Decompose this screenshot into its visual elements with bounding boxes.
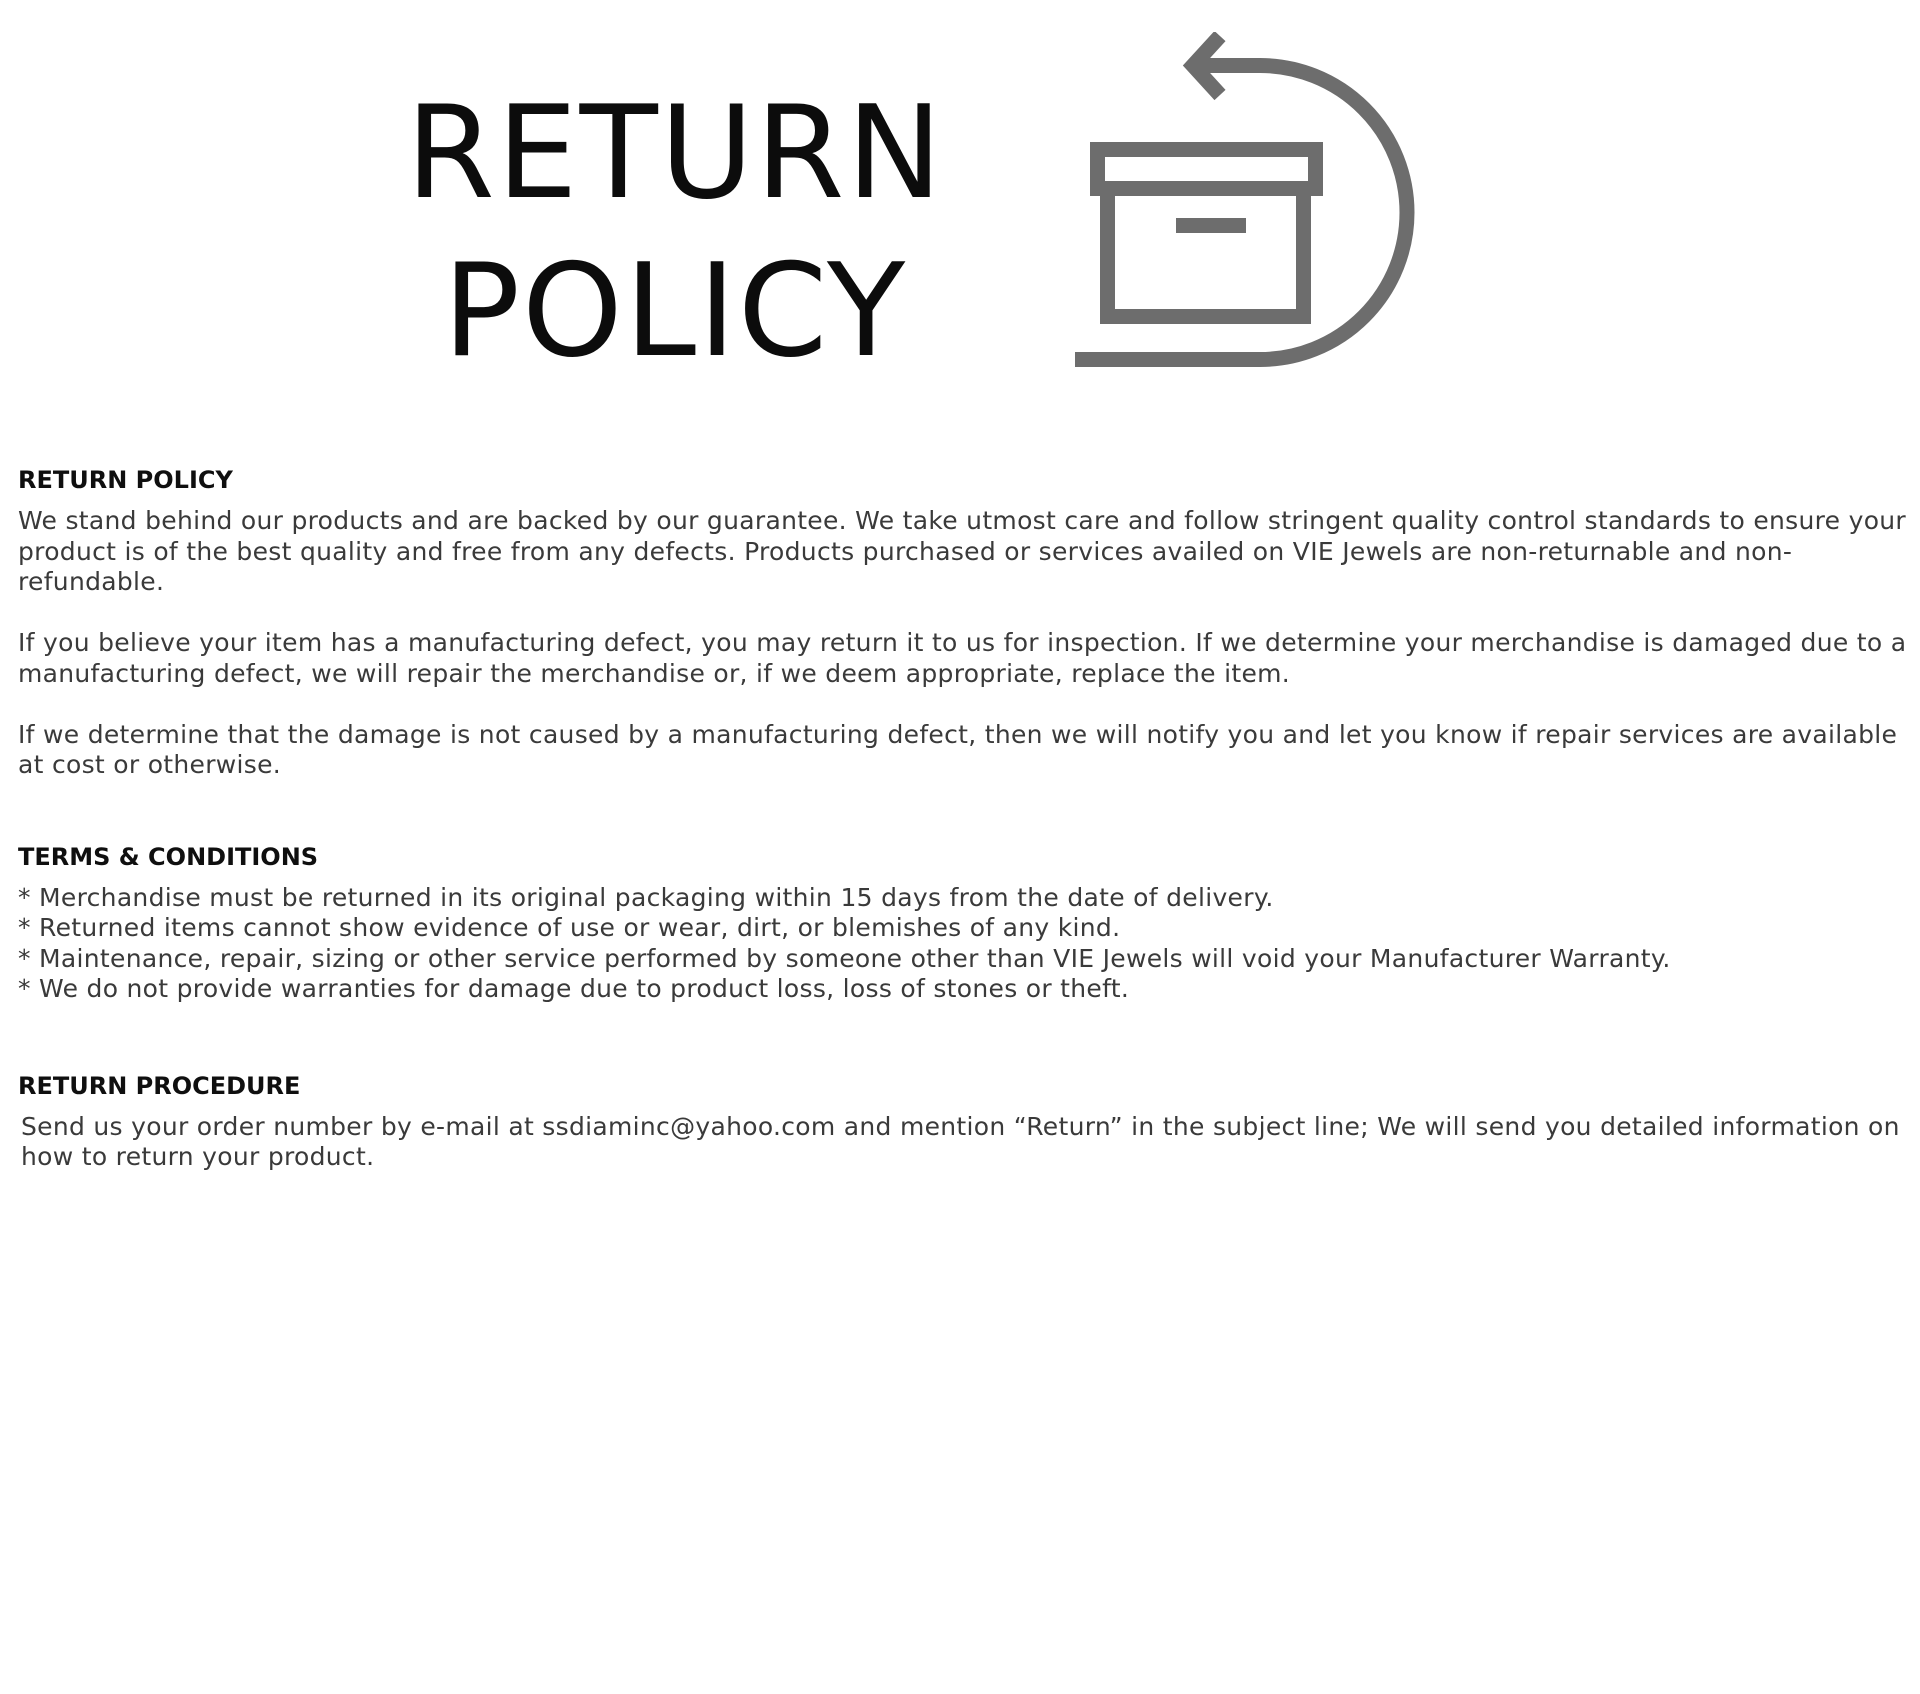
terms-heading: TERMS & CONDITIONS xyxy=(18,842,319,871)
return-policy-paragraph: If you believe your item has a manufacturing defect, you may return it to us for inspection. If we determine your merchandise is damaged due to a manufacturing defect, we will repair the merchandise or, if we deem appropriate, replace the item. xyxy=(18,628,1907,688)
terms-list-item: * Merchandise must be returned in its original packaging within 15 days from the date of delivery. xyxy=(18,882,1274,912)
terms-section xyxy=(18,841,1918,1005)
page-title xyxy=(340,75,1010,391)
box-handle-shape xyxy=(1176,218,1246,233)
policy-content xyxy=(18,464,1918,1173)
return-policy-paragraph: If we determine that the damage is not caused by a manufacturing defect, then we will notify you and let you know if repair services are available at cost or otherwise. xyxy=(18,719,1898,779)
return-procedure-text: Send us your order number by e-mail at ssdiaminc@yahoo.com and mention “Return” in the subject line; We will send you detailed information on how to return your product. xyxy=(21,1111,1900,1171)
box-return-arrow-icon xyxy=(1070,32,1450,372)
terms-list-item: * We do not provide warranties for damage due to product loss, loss of stones or theft. xyxy=(18,974,1130,1003)
terms-list-item: * Returned items cannot show evidence of use or wear, dirt, or blemishes of any kind. xyxy=(18,913,1121,942)
return-policy-paragraph: We stand behind our products and are backed by our guarantee. We take utmost care and follow stringent quality control standards to ensure your product is of the best quality and free from any defects. Products purchased or services availed on VIE Jewels are non-returnable and non-refundable. xyxy=(18,506,1907,596)
page-title-line-1: RETURN xyxy=(405,79,945,228)
terms-list xyxy=(18,883,1918,1005)
return-policy-heading: RETURN POLICY xyxy=(18,466,233,494)
page-title-line-2: POLICY xyxy=(442,237,908,386)
return-procedure-section xyxy=(18,1070,1918,1173)
return-procedure-heading: RETURN PROCEDURE xyxy=(18,1071,301,1100)
box-lid-shape xyxy=(1098,150,1316,189)
box-body-shape xyxy=(1108,189,1304,317)
terms-list-item: * Maintenance, repair, sizing or other service performed by someone other than VIE Jewels will void your Manufacturer Warranty. xyxy=(18,943,1671,973)
return-policy-section xyxy=(18,464,1918,781)
